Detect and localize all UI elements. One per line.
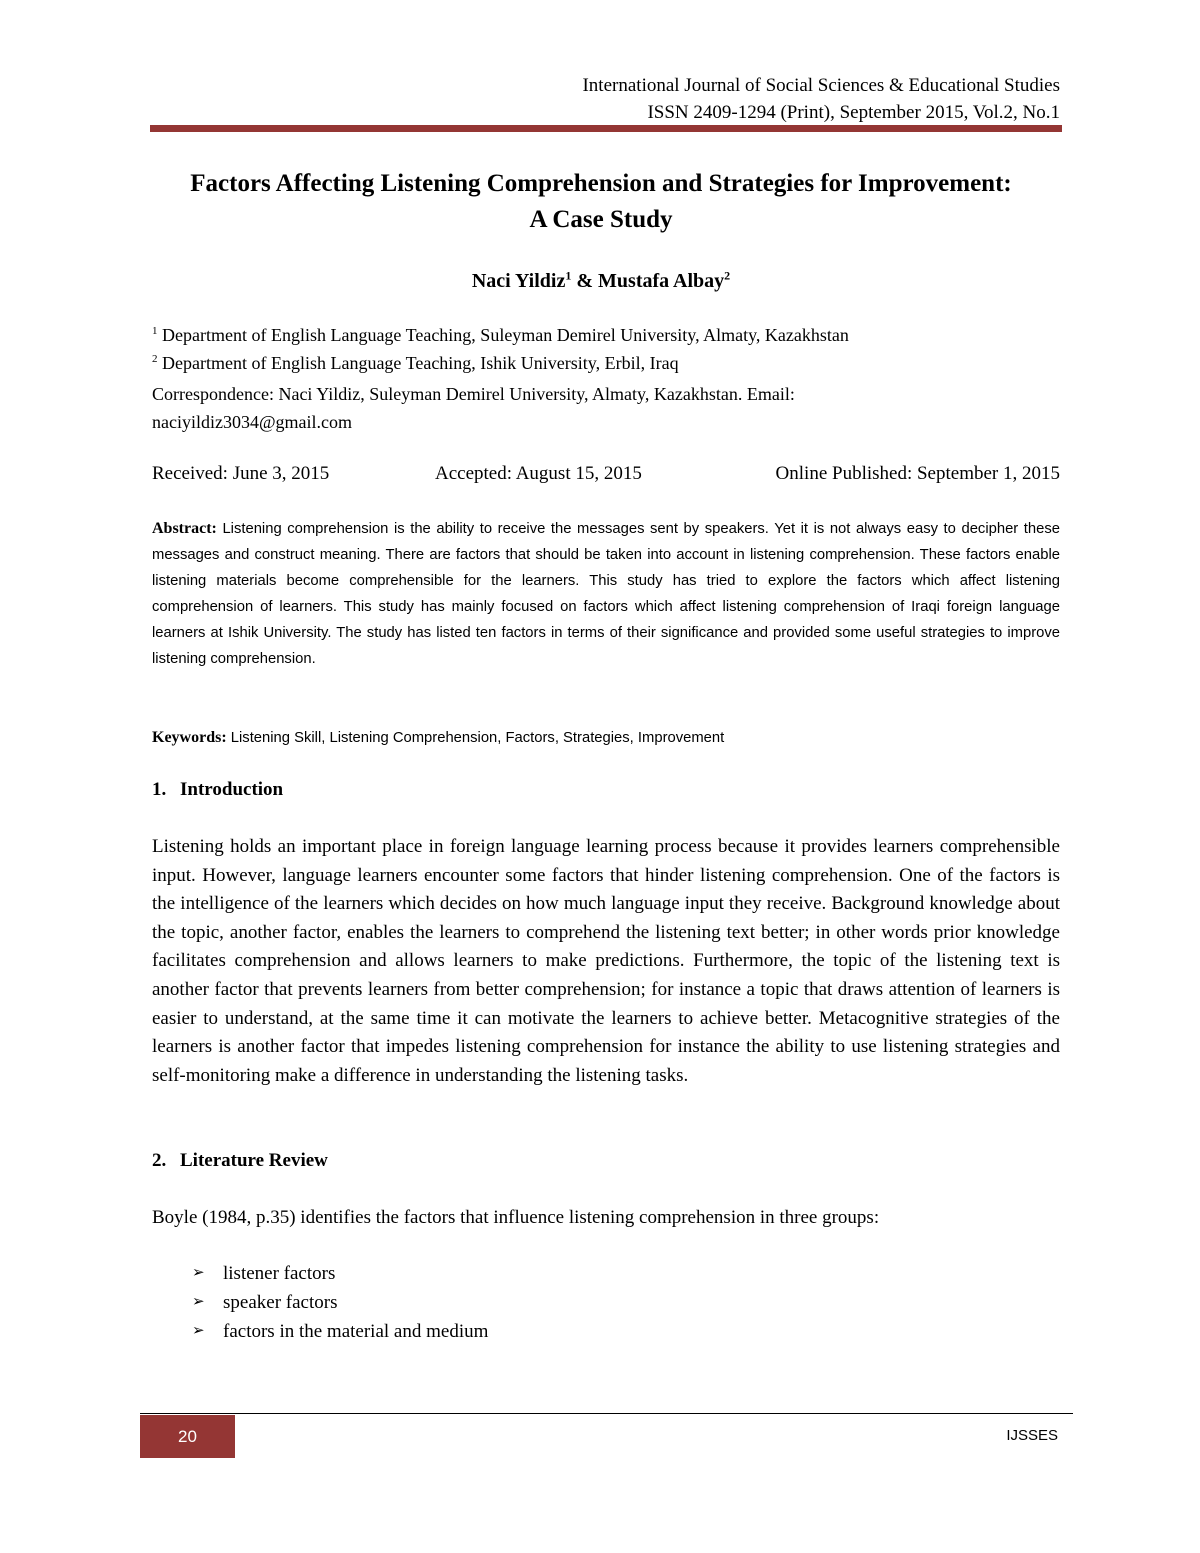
section-heading-literature-review bbox=[152, 1147, 328, 1175]
section-heading-introduction bbox=[152, 776, 283, 804]
list-item bbox=[192, 1317, 488, 1346]
correspondence-line: Correspondence: Naci Yildiz, Suleyman Demirel University, Almaty, Kazakhstan. Email: bbox=[152, 384, 795, 404]
factor-list bbox=[192, 1259, 488, 1346]
list-item bbox=[192, 1288, 488, 1317]
footer-rule bbox=[140, 1413, 1073, 1414]
running-head bbox=[582, 72, 1060, 126]
page-number: 20 bbox=[140, 1415, 235, 1458]
author-separator: & bbox=[571, 270, 599, 292]
journal-name: International Journal of Social Sciences & Educational Studies bbox=[582, 75, 1060, 96]
affiliation-2 bbox=[152, 349, 679, 377]
publication-dates bbox=[152, 460, 1060, 488]
list-item-text: speaker factors bbox=[223, 1292, 338, 1313]
introduction-paragraph: Listening holds an important place in foreign language learning process because it provides learners comprehensible input. However, language learners encounter some factors that hinder listening comprehension. One of the factors is the intelligence of the learners which decides on how much language input they receive. Background knowledge about the topic, another factor, enables the learners to comprehend the listening text better; in other words prior knowledge facilitates comprehension and allows learners to make predictions. Furthermore, the topic of the listening text is another factor that prevents learners from better comprehension; for instance a topic that draws attention of learners is easier to understand, at the same time it can motivate the learners to achieve better. Metacognitive strategies of the learners is another factor that impedes listening comprehension for instance the ability to use listening strategies and self-monitoring make a difference in understanding the listening tasks. bbox=[152, 836, 1060, 1086]
affiliation-2-marker: 2 bbox=[152, 353, 158, 365]
section-2-title: Literature Review bbox=[180, 1150, 328, 1171]
arrow-bullet-icon: ➢ bbox=[192, 1265, 205, 1281]
correspondence bbox=[152, 380, 795, 436]
arrow-bullet-icon: ➢ bbox=[192, 1323, 205, 1339]
author-line bbox=[140, 266, 1062, 296]
section-1-number: 1. bbox=[152, 779, 167, 800]
correspondence-email[interactable]: naciyildiz3034@gmail.com bbox=[152, 412, 353, 432]
list-item-text: listener factors bbox=[223, 1263, 336, 1284]
literature-review-paragraph: Boyle (1984, p.35) identifies the factors that influence listening comprehension in three groups: bbox=[152, 1207, 880, 1228]
section-2-number: 2. bbox=[152, 1150, 167, 1171]
keywords-text: Listening Skill, Listening Comprehension, Factors, Strategies, Improvement bbox=[230, 730, 725, 746]
published-date: Online Published: September 1, 2015 bbox=[775, 463, 1060, 484]
list-item bbox=[192, 1259, 488, 1288]
keywords bbox=[152, 725, 1060, 751]
keywords-label: Keywords: bbox=[152, 729, 227, 746]
author-2: Mustafa Albay bbox=[598, 270, 725, 292]
accepted-date: Accepted: August 15, 2015 bbox=[435, 463, 642, 484]
header-rule bbox=[150, 125, 1062, 132]
author-1: Naci Yildiz bbox=[471, 270, 566, 292]
author-1-affiliation-marker: 1 bbox=[565, 268, 572, 283]
affiliation-2-text: Department of English Language Teaching, Ishik University, Erbil, Iraq bbox=[162, 353, 679, 373]
list-item-text: factors in the material and medium bbox=[223, 1321, 489, 1342]
affiliation-1-text: Department of English Language Teaching, Suleyman Demirel University, Almaty, Kazakhstan bbox=[162, 325, 849, 345]
received-date: Received: June 3, 2015 bbox=[152, 463, 330, 484]
title-line-1: Factors Affecting Listening Comprehension and Strategies for Improvement: bbox=[190, 170, 1012, 197]
arrow-bullet-icon: ➢ bbox=[192, 1294, 205, 1310]
section-1-title: Introduction bbox=[180, 779, 284, 800]
issn-line: ISSN 2409-1294 (Print), September 2015, Vol.2, No.1 bbox=[647, 102, 1060, 123]
title-line-2: A Case Study bbox=[529, 206, 673, 233]
abstract-label: Abstract: bbox=[152, 520, 217, 537]
author-2-affiliation-marker: 2 bbox=[724, 268, 731, 283]
paper-title bbox=[140, 166, 1062, 238]
footer-journal-abbreviation: IJSSES bbox=[1006, 1427, 1058, 1444]
abstract-text: Listening comprehension is the ability to receive the messages sent by speakers. Yet it is not always easy to decipher these messages and construct meaning. There are factors that should be taken into account in listening comprehension. These factors enable listening materials become comprehensible for the learners. This study has tried to explore the factors which affect listening comprehension of learners. This study has mainly focused on factors which affect listening comprehension of Iraqi foreign language learners at Ishik University. The study has listed ten factors in terms of their significance and provided some useful strategies to improve listening comprehension. bbox=[152, 521, 1060, 667]
abstract bbox=[152, 516, 1060, 672]
affiliation-1-marker: 1 bbox=[152, 325, 158, 337]
affiliation-1 bbox=[152, 321, 849, 349]
